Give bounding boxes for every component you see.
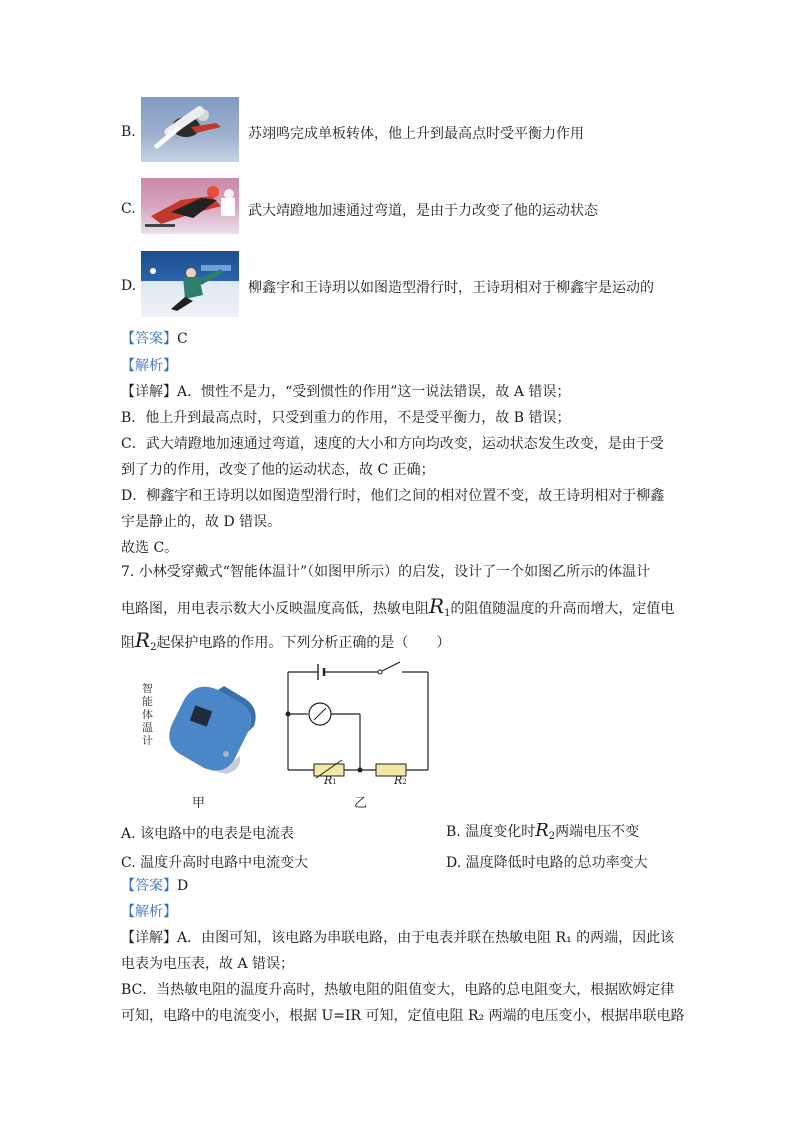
device-char: 体 bbox=[142, 708, 153, 721]
detail-prev-line-5: D．柳鑫宇和王诗玥以如图造型滑行时，他们之间的相对位置不变，故王诗玥相对于柳鑫 bbox=[121, 488, 665, 504]
q7-r1-var: R bbox=[429, 594, 445, 618]
q7-line-1: 7. 小林受穿戴式“智能体温计”（如图甲所示）的启发，设计了一个如图乙所示的体温计 bbox=[121, 564, 651, 580]
q7-r2-sub: 2 bbox=[150, 642, 157, 653]
detail-prev-line-3: C．武大靖蹬地加速通过弯道，速度的大小和方向均改变，运动状态发生改变，是由于受 bbox=[121, 436, 664, 452]
answer-label: 【答案】 bbox=[121, 331, 177, 347]
r2-label: R2 bbox=[394, 774, 407, 787]
figure-jia-label: 甲 bbox=[192, 796, 206, 811]
figure-yi-label: 乙 bbox=[354, 796, 368, 811]
option-b-text: 苏翊鸣完成单板转体，他上升到最高点时受平衡力作用 bbox=[248, 126, 584, 142]
answer-prev bbox=[121, 329, 188, 349]
q7-text-2a: 电路图，用电表示数大小反映温度高低，热敏电阻 bbox=[121, 601, 429, 617]
option-b-letter: B. bbox=[121, 124, 136, 140]
thermometer-device-icon bbox=[156, 680, 266, 780]
detail-label: 【详解】 bbox=[121, 384, 177, 400]
answer-q7-value: D bbox=[177, 878, 189, 894]
detail-q7-line-2: 电表为电压表，故 A 错误； bbox=[121, 956, 295, 972]
answer-q7 bbox=[121, 876, 188, 896]
choice-d: D. 温度降低时电路的总功率变大 bbox=[446, 855, 648, 871]
thermometer-figure bbox=[136, 680, 276, 811]
detail-prev-line-4: 到了力的作用，改变了他的运动状态，故 C 正确； bbox=[121, 462, 435, 478]
answer-q7-label: 【答案】 bbox=[121, 878, 177, 894]
detail-text: A．惯性不是力，“受到惯性的作用”这一说法错误，故 A 错误； bbox=[177, 384, 571, 400]
option-c-letter: C. bbox=[121, 201, 136, 217]
speed-skating-photo bbox=[141, 178, 239, 234]
option-d-letter: D. bbox=[121, 278, 137, 294]
option-d-text: 柳鑫宇和王诗玥以如图造型滑行时，王诗玥相对于柳鑫宇是运动的 bbox=[248, 280, 654, 296]
device-char: 计 bbox=[142, 734, 153, 747]
q7-r1-sub: 1 bbox=[444, 608, 451, 619]
detail-prev-line-7: 故选 C。 bbox=[121, 540, 179, 556]
detail-q7-line-4: 可知，电路中的电流变小，根据 U=IR 可知，定值电阻 R₂ 两端的电压变小，根据串联电路 bbox=[121, 1008, 685, 1024]
q7-text-2b: 的阻值随温度的升高而增大，定值电 bbox=[450, 601, 675, 617]
r1-label: R1 bbox=[324, 774, 337, 787]
device-char: 智 bbox=[142, 682, 153, 695]
choice-b-text-a: B. 温度变化时 bbox=[446, 824, 536, 840]
choice-b-text-b: 两端电压不变 bbox=[555, 824, 640, 840]
q7-line-2 bbox=[121, 593, 674, 627]
switch-pivot bbox=[378, 670, 382, 674]
q7-text-3a: 阻 bbox=[121, 635, 135, 651]
detail-prev-line-1 bbox=[121, 382, 570, 402]
option-c-text: 武大靖蹬地加速通过弯道，是由于力改变了他的运动状态 bbox=[248, 203, 598, 219]
choice-b-sub: 2 bbox=[548, 831, 556, 842]
detail-q7-line-3: BC．当热敏电阻的温度升高时，热敏电阻的阻值变大，电路的总电阻变大，根据欧姆定律 bbox=[121, 982, 675, 998]
device-char: 能 bbox=[142, 695, 153, 708]
detail-q7-line-1 bbox=[121, 928, 674, 948]
answer-value: C bbox=[177, 331, 188, 347]
q7-r2-var: R bbox=[135, 628, 151, 652]
choice-a: A. 该电路中的电表是电流表 bbox=[121, 826, 295, 842]
snowboard-photo bbox=[141, 97, 239, 162]
q7-text-3b: 起保护电路的作用。下列分析正确的是（ ） bbox=[156, 635, 451, 651]
detail-prev-line-2: B．他上升到最高点时，只受到重力的作用，不是受平衡力，故 B 错误； bbox=[121, 410, 571, 426]
switch-blade bbox=[382, 662, 400, 671]
circuit-diagram bbox=[280, 656, 440, 796]
ice-dance-photo bbox=[141, 251, 239, 317]
choice-b bbox=[446, 818, 639, 850]
device-char: 温 bbox=[142, 721, 153, 734]
detail-q7-label: 【详解】 bbox=[121, 930, 177, 946]
device-vertical-label bbox=[142, 682, 156, 747]
detail-prev-line-6: 宇是静止的，故 D 错误。 bbox=[121, 514, 282, 530]
detail-q7-text-1: A．由图可知，该电路为串联电路，由于电表并联在热敏电阻 R₁ 的两端，因此该 bbox=[177, 930, 675, 946]
choice-c: C. 温度升高时电路中电流变大 bbox=[121, 855, 309, 871]
choice-b-var: R bbox=[535, 820, 549, 841]
analysis-label-prev: 【解析】 bbox=[121, 358, 177, 374]
analysis-label-q7: 【解析】 bbox=[121, 904, 177, 920]
